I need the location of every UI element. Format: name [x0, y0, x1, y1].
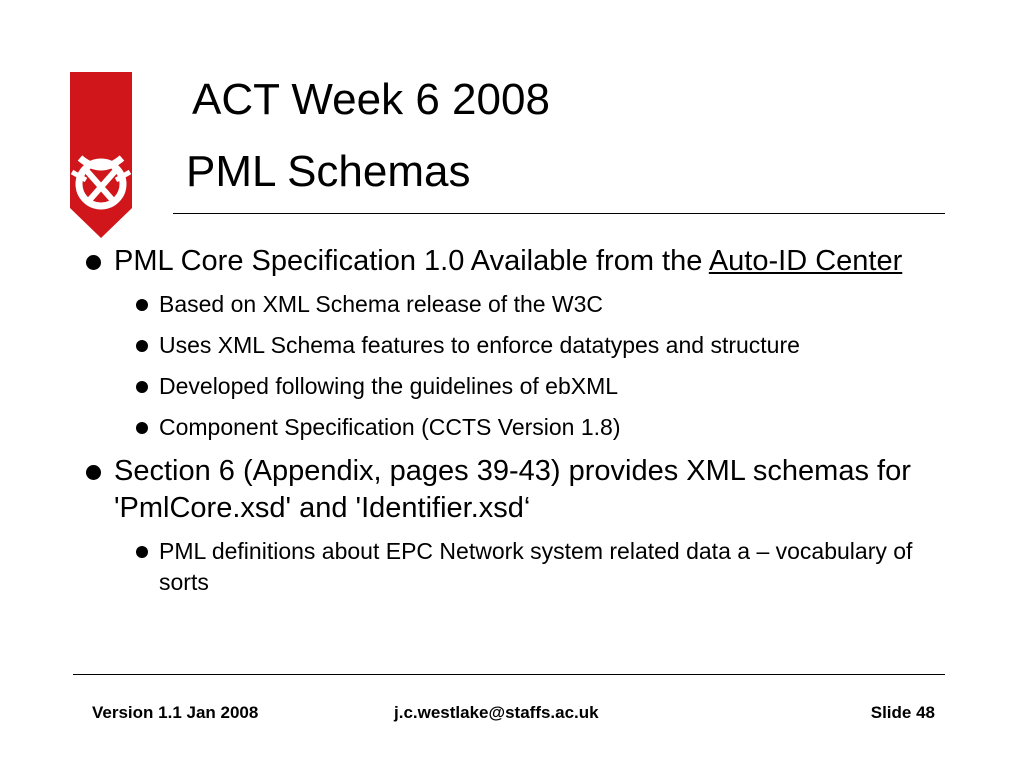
footer-slide-number: Slide 48 — [870, 703, 935, 722]
bullet-dot-icon — [136, 546, 148, 558]
bullet-dot-icon — [136, 340, 148, 352]
bullet-level2 — [82, 536, 948, 598]
footer-email: j.c.westlake@staffs.ac.uk — [394, 703, 599, 722]
title-divider — [173, 213, 945, 214]
bullet-level2 — [82, 412, 948, 443]
footer-divider — [73, 674, 945, 675]
bullet-text: Component Specification (CCTS Version 1.8) — [159, 414, 621, 440]
bullet-level2 — [82, 371, 948, 402]
bullet-dot-icon — [86, 255, 101, 270]
slide-body — [82, 243, 948, 608]
bullet-text: PML definitions about EPC Network system related data a – vocabulary of sorts — [159, 538, 913, 595]
bullet-text: PML Core Specification 1.0 Available from the — [114, 245, 709, 277]
bullet-text: Uses XML Schema features to enforce datatypes and structure — [159, 332, 800, 358]
auto-id-center-link[interactable]: Auto-ID Center — [708, 245, 903, 277]
slide-title-line-2: PML Schemas — [186, 147, 471, 196]
bullet-level1 — [82, 453, 948, 527]
university-logo-icon — [66, 72, 136, 238]
bullet-text: Developed following the guidelines of ebXML — [159, 373, 619, 399]
bullet-dot-icon — [86, 465, 101, 480]
bullet-dot-icon — [136, 381, 148, 393]
slide-title-line-1: ACT Week 6 2008 — [192, 75, 550, 124]
bullet-dot-icon — [136, 299, 148, 311]
bullet-level1 — [82, 243, 948, 280]
bullet-text: Based on XML Schema release of the W3C — [159, 291, 604, 317]
bullet-level2 — [82, 289, 948, 320]
bullet-text: Section 6 (Appendix, pages 39-43) provides XML schemas for 'PmlCore.xsd' and 'Identifier.xsd‘ — [114, 455, 911, 524]
footer-version: Version 1.1 Jan 2008 — [92, 703, 259, 722]
bullet-level2 — [82, 330, 948, 361]
bullet-dot-icon — [136, 422, 148, 434]
